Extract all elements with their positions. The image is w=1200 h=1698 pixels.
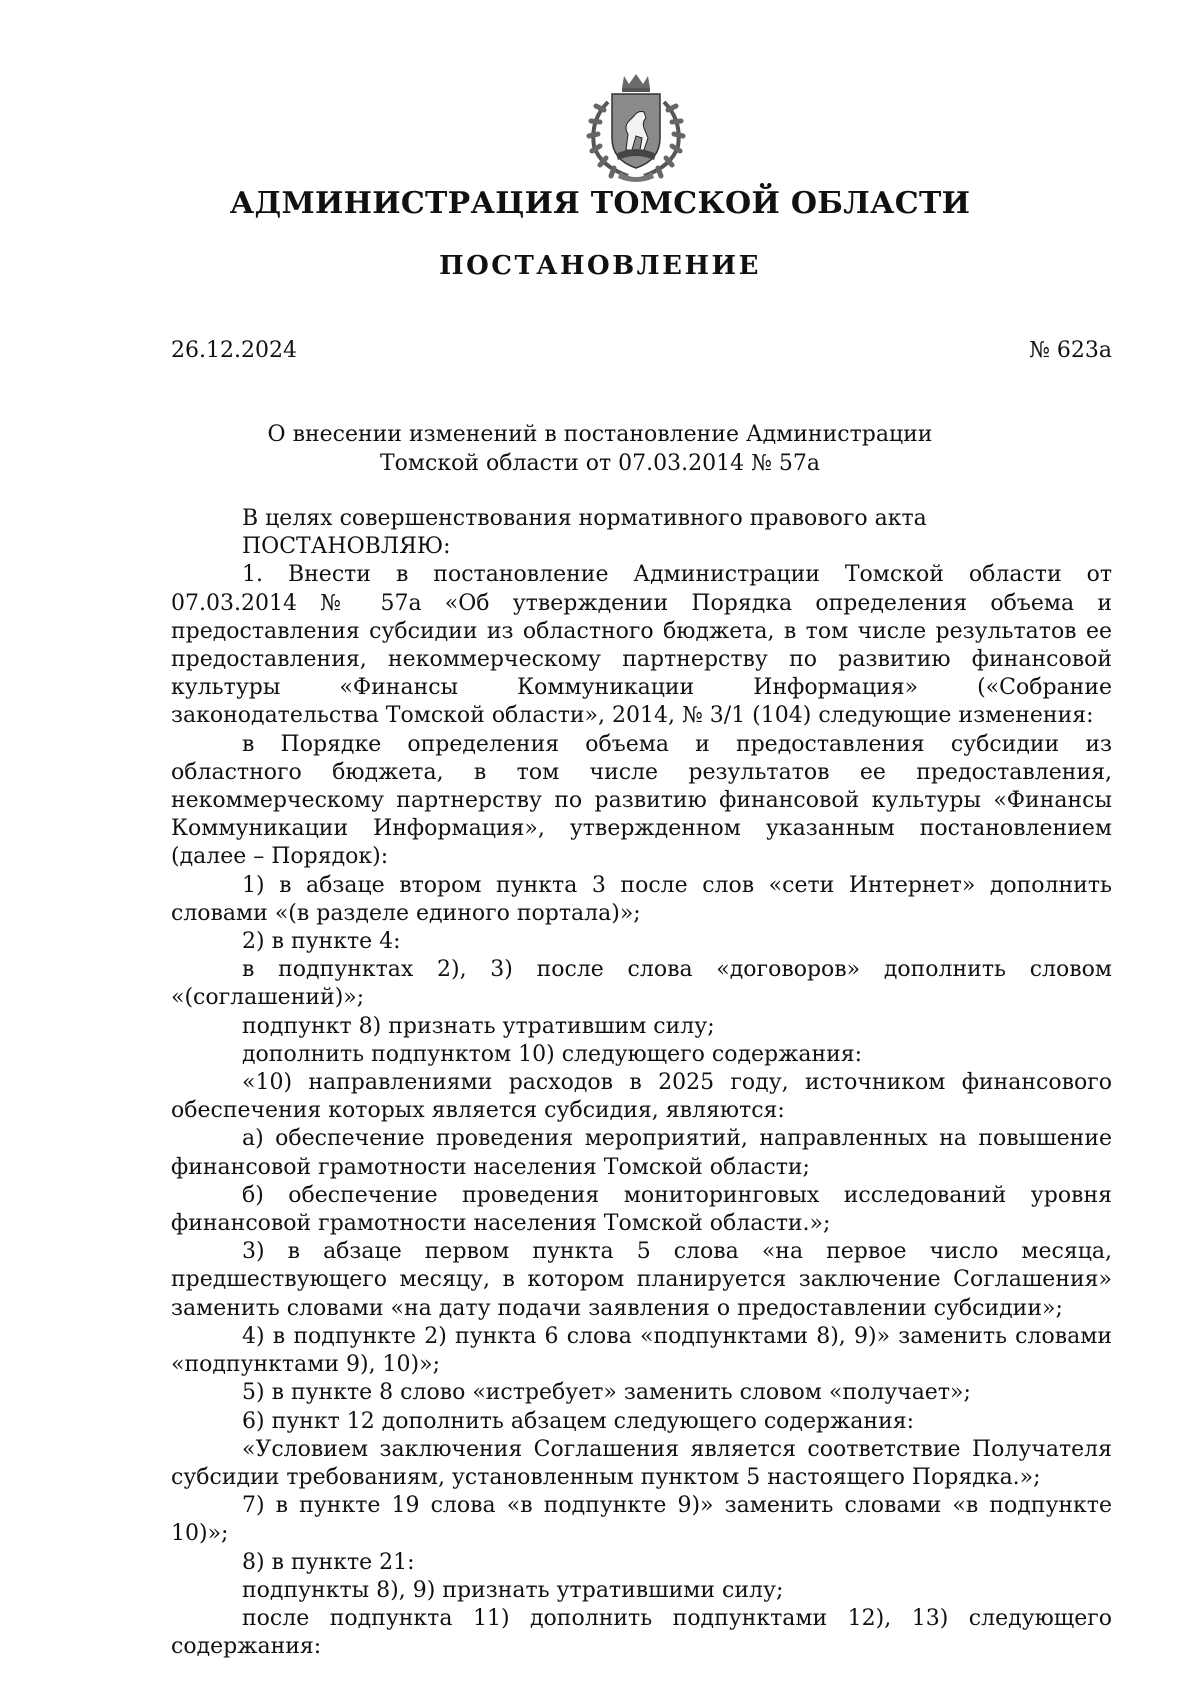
paragraph: в Порядке определения объема и предоставления субсидии из областного бюджета, в том числе результатов ее предоставления, некоммерческому партнерству по развитию финансовой культуры «Финансы Коммуникации Информация», утвержденном указанным постановлением (далее – Порядок): (171, 731, 1112, 870)
paragraph: 4) в подпункте 2) пункта 6 слова «подпунктами 8), 9)» заменить словами «подпунктами 9), 10)»; (171, 1323, 1112, 1378)
paragraph: «Условием заключения Соглашения является соответствие Получателя субсидии требованиям, установленным пунктом 5 настоящего Порядка.»; (171, 1436, 1112, 1490)
paragraph: в подпунктах 2), 3) после слова «договоров» дополнить словом «(соглашений)»; (171, 957, 1112, 1011)
document-subject (0, 420, 1200, 478)
document-type-title: ПОСТАНОВЛЕНИЕ (439, 251, 761, 281)
organization-title: АДМИНИСТРАЦИЯ ТОМСКОЙ ОБЛАСТИ (229, 186, 971, 221)
paragraph: подпункты 8), 9) признать утратившими силу; (242, 1577, 784, 1603)
paragraph: после подпункта 11) дополнить подпунктами 12), 13) следующего содержания: (171, 1605, 1112, 1660)
paragraph: 8) в пункте 21: (242, 1549, 415, 1575)
subject-line: Томской области от 07.03.2014 № 57а (379, 451, 821, 476)
paragraph: «10) направлениями расходов в 2025 году, источником финансового обеспечения которых является субсидия, являются: (171, 1070, 1112, 1124)
paragraph: а) обеспечение проведения мероприятий, направленных на повышение финансовой грамотности населения Томской области; (171, 1126, 1112, 1180)
paragraph: В целях совершенствования нормативного правового акта (242, 506, 927, 531)
paragraph: 1) в абзаце втором пункта 3 после слов «сети Интернет» дополнить словами «(в разделе единого портала)»; (171, 872, 1112, 926)
paragraph: 1. Внести в постановление Администрации Томской области от 07.03.2014 № 57а «Об утверждении Порядка определения объема и предоставления субсидии из областного бюджета, в том числе результатов ее предоставления, некоммерческому партнерству по развитию финансовой культуры «Финансы Коммуникации Информация» («Собрание законодательства Томской области», 2014, № 3/1 (104) следующие изменения: (171, 562, 1112, 729)
paragraph: 7) в пункте 19 слова «в подпункте 9)» заменить словами «в подпункте 10)»; (171, 1493, 1112, 1547)
subject-line: О внесении изменений в постановление Администрации (267, 422, 933, 447)
paragraph: дополнить подпунктом 10) следующего содержания: (242, 1041, 863, 1067)
document-number: № 623а (1029, 338, 1112, 363)
paragraph: 6) пункт 12 дополнить абзацем следующего содержания: (242, 1408, 915, 1434)
document-body (171, 505, 1112, 1661)
coat-of-arms-icon (574, 72, 698, 184)
document-date: 26.12.2024 (171, 338, 297, 363)
paragraph: б) обеспечение проведения мониторинговых исследований уровня финансовой грамотности населения Томской области.»; (171, 1182, 1112, 1237)
paragraph: 3) в абзаце первом пункта 5 слова «на первое число месяца, предшествующего месяцу, в котором планируется заключение Соглашения» заменить словами «на дату подачи заявления о предоставлении субсидии»; (171, 1239, 1112, 1321)
paragraph: 5) в пункте 8 слово «истребует» заменить словом «получает»; (242, 1380, 971, 1406)
paragraph: 2) в пункте 4: (242, 929, 401, 955)
paragraph: подпункт 8) признать утратившим силу; (242, 1013, 715, 1039)
paragraph: ПОСТАНОВЛЯЮ: (242, 534, 451, 560)
